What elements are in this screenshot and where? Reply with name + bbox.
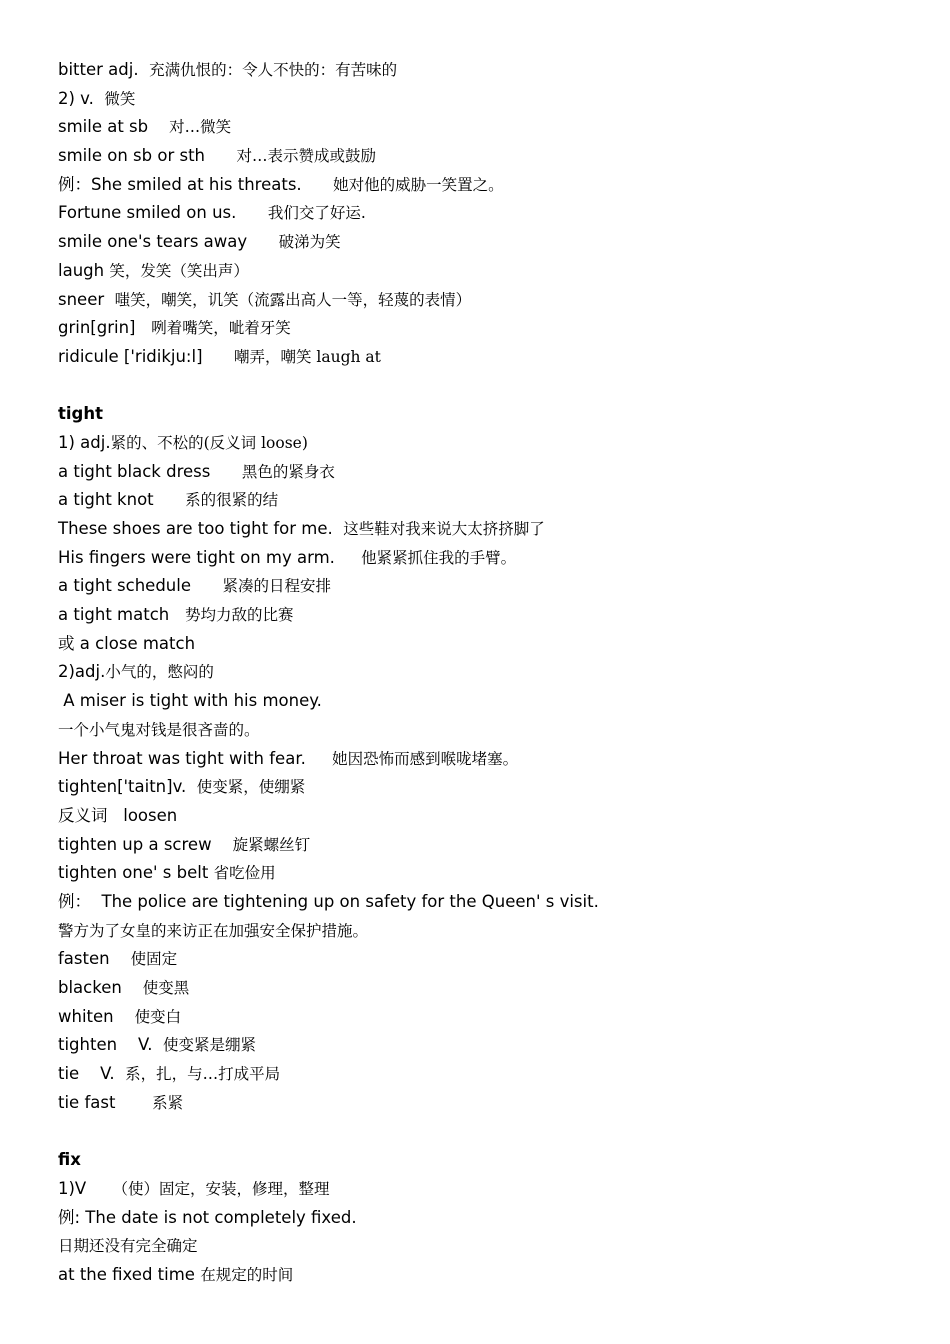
text-line — [58, 544, 938, 573]
text-line — [58, 515, 938, 544]
english-text: grin[grin] — [58, 318, 152, 338]
text-line — [58, 257, 938, 286]
text-line — [58, 888, 938, 917]
text-line — [58, 1060, 938, 1089]
text-line — [58, 630, 938, 659]
english-text: tighten one' s belt — [58, 863, 214, 883]
chinese-text: 日期还没有完全确定 — [58, 1237, 198, 1256]
text-line — [58, 458, 938, 487]
english-text: tighten up a screw — [58, 834, 233, 854]
chinese-text: 笑，发笑（笑出声） — [109, 261, 249, 280]
chinese-text: 咧着嘴笑，呲着牙笑 — [151, 319, 291, 338]
chinese-text: 对…表示赞成或鼓励 — [236, 147, 376, 166]
chinese-text: 他紧紧抓住我的手臂。 — [361, 548, 517, 567]
text-line — [58, 802, 938, 831]
text-line — [58, 716, 938, 745]
text-line — [58, 572, 938, 601]
chinese-text: 使固定 — [130, 950, 178, 969]
english-text: 反义词 loosen — [58, 805, 178, 825]
english-text: smile one's tears away — [58, 232, 279, 252]
chinese-text: 这些鞋对我来说大太挤挤脚了 — [343, 520, 545, 538]
english-text: a tight black dress — [58, 461, 242, 481]
entry-heading-fix: fix — [58, 1150, 81, 1170]
english-text: a tight match — [58, 605, 185, 625]
text-line — [58, 945, 938, 974]
text-line — [58, 1003, 938, 1032]
chinese-text: 使变紧是绷紧 — [162, 1036, 256, 1055]
chinese-text: 她对他的威胁一笑置之。 — [333, 175, 504, 194]
english-text: Fortune smiled on us. — [58, 203, 268, 223]
text-line — [58, 601, 938, 630]
english-text: Her throat was tight with fear. — [58, 748, 333, 768]
english-text: 1) adj. — [58, 432, 111, 452]
text-line — [58, 85, 938, 114]
chinese-text: 势均力敌的比赛 — [184, 606, 294, 625]
chinese-text: 对…微笑 — [169, 118, 232, 137]
chinese-text: 她因恐怖而感到喉咙堵塞。 — [332, 749, 519, 768]
text-line — [58, 1261, 938, 1290]
chinese-text: 系，扎，与…打成平局 — [125, 1065, 281, 1084]
chinese-text: 系的很紧的结 — [185, 491, 279, 510]
chinese-text: 使变黑 — [142, 979, 190, 997]
text-line — [58, 1175, 938, 1204]
english-text: ridicule ['ridikju:l] — [58, 346, 234, 366]
chinese-text: 我们交了好运. — [267, 204, 366, 223]
text-line — [58, 773, 938, 802]
text-line — [58, 228, 938, 257]
document-page — [58, 56, 938, 1290]
english-text: sneer — [58, 289, 115, 309]
english-text: These shoes are too tight for me. — [58, 519, 344, 538]
english-text: laugh — [58, 260, 110, 280]
english-text: tie V. — [58, 1064, 126, 1084]
text-line — [58, 1089, 938, 1118]
text-line — [58, 658, 938, 687]
english-text: a tight knot — [58, 490, 186, 510]
english-text: smile on sb or sth — [58, 146, 237, 166]
blank-line — [58, 1117, 938, 1146]
english-text: smile at sb — [58, 117, 170, 137]
text-line — [58, 314, 938, 343]
chinese-text: 紧的、不松的(反义词 loose) — [110, 433, 308, 452]
english-text: tighten V. — [58, 1035, 163, 1055]
chinese-text: 充满仇恨的：令人不快的：有苦味的 — [149, 61, 398, 79]
english-text: His fingers were tight on my arm. — [58, 547, 362, 567]
text-line — [58, 687, 938, 716]
english-text: at the fixed time — [58, 1264, 201, 1284]
chinese-text: 黑色的紧身衣 — [241, 462, 335, 481]
chinese-text: 破涕为笑 — [278, 233, 341, 252]
english-text: tighten['taitn]v. — [58, 777, 197, 797]
english-text: tie fast — [58, 1092, 153, 1112]
chinese-text: 嗤笑，嘲笑，讥笑（流露出高人一等，轻蔑的表情） — [114, 290, 472, 309]
entry-heading-tight: tight — [58, 404, 103, 424]
chinese-text: 省吃俭用 — [213, 864, 276, 883]
text-line — [58, 859, 938, 888]
text-line — [58, 142, 938, 171]
chinese-text: 使变白 — [134, 1007, 182, 1026]
english-text: 例：She smiled at his threats. — [58, 174, 334, 194]
text-line — [58, 113, 938, 142]
chinese-text: 使变紧，使绷紧 — [196, 778, 306, 797]
blank-line — [58, 372, 938, 401]
text-line — [58, 486, 938, 515]
text-line — [58, 199, 938, 228]
text-line — [58, 171, 938, 200]
chinese-text: 紧凑的日程安排 — [222, 577, 331, 596]
text-line — [58, 745, 938, 774]
text-line — [58, 343, 938, 372]
english-text: 例： The police are tightening up on safety for the Queen' s visit. — [58, 891, 599, 911]
text-line — [58, 1232, 938, 1261]
english-text: a tight schedule — [58, 576, 223, 596]
text-line — [58, 1031, 938, 1060]
english-text: 2)adj. — [58, 662, 106, 682]
text-line — [58, 831, 938, 860]
text-line — [58, 974, 938, 1003]
english-text: 1)V — [58, 1178, 113, 1198]
chinese-text: 一个小气鬼对钱是很吝啬的。 — [58, 720, 260, 739]
text-line — [58, 286, 938, 315]
english-text: bitter adj. — [58, 60, 150, 79]
chinese-text: 在规定的时间 — [200, 1265, 294, 1284]
english-text: blacken — [58, 978, 143, 997]
chinese-text: 系紧 — [152, 1093, 184, 1112]
english-text: 2) v. — [58, 88, 105, 108]
chinese-text: 微笑 — [104, 89, 136, 108]
english-text: fasten — [58, 949, 131, 969]
text-line — [58, 917, 938, 946]
text-line — [58, 1204, 938, 1233]
chinese-text: 旋紧螺丝钉 — [232, 835, 311, 854]
chinese-text: 嘲弄，嘲笑 laugh at — [233, 347, 381, 366]
english-text: whiten — [58, 1006, 135, 1026]
english-text: 或 a close match — [58, 633, 196, 653]
chinese-text: 小气的，憋闷的 — [105, 663, 214, 682]
chinese-text: 警方为了女皇的来访正在加强安全保护措施。 — [58, 921, 369, 940]
english-text: 例: The date is not completely fixed. — [58, 1207, 357, 1227]
text-line — [58, 429, 938, 458]
chinese-text: （使）固定，安装，修理，整理 — [112, 1179, 330, 1198]
text-line — [58, 56, 938, 85]
english-text: A miser is tight with his money. — [58, 691, 322, 711]
